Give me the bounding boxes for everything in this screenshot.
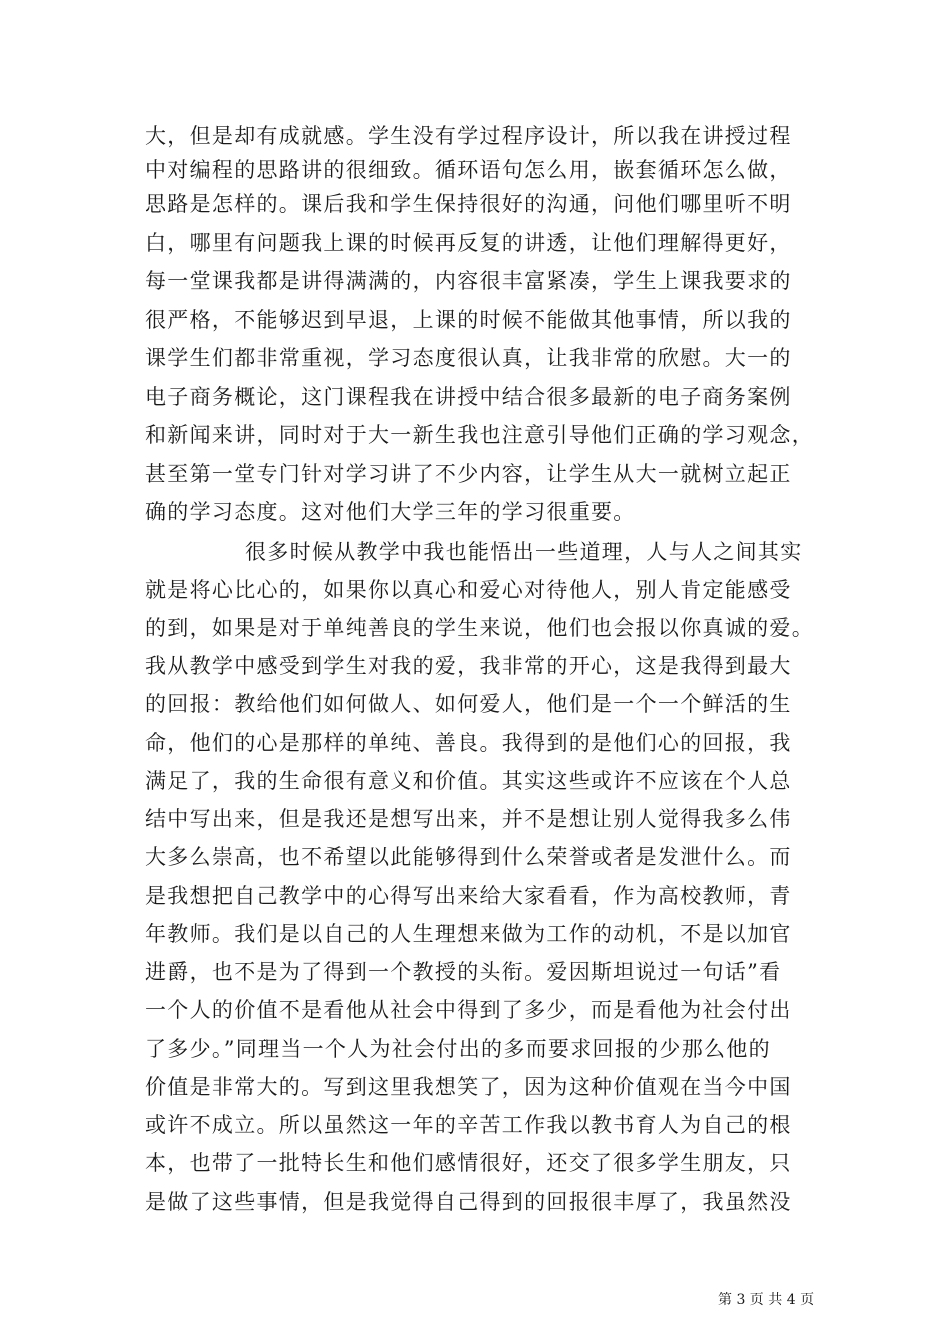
text-line: 进爵，也不是为了得到一个教授的头衔。爱因斯坦说过一句话”看 [145, 960, 782, 984]
text-line: 电子商务概论，这门课程我在讲授中结合很多最新的电子商务案例 [145, 385, 792, 409]
text-line: 年教师。我们是以自己的人生理想来做为工作的动机，不是以加官 [145, 922, 792, 946]
text-line: 课学生们都非常重视，学习态度很认真，让我非常的欣慰。大一的 [145, 346, 792, 370]
text-line: 一个人的价值不是看他从社会中得到了多少，而是看他为社会付出 [145, 998, 792, 1022]
text-line: 和新闻来讲，同时对于大一新生我也注意引导他们正确的学习观念， [145, 423, 814, 447]
text-line: 确的学习态度。这对他们大学三年的学习很重要。 [145, 500, 636, 524]
text-line: 了多少。”同理当一个人为社会付出的多而要求回报的少那么他的 [145, 1037, 771, 1061]
text-line: 我从教学中感受到学生对我的爱，我非常的开心，这是我得到最大 [145, 654, 792, 678]
paragraph-first-line: 很多时候从教学中我也能悟出一些道理，人与人之间其实 [245, 540, 803, 564]
text-line: 大，但是却有成就感。学生没有学过程序设计，所以我在讲授过程 [145, 124, 792, 148]
text-line: 或许不成立。所以虽然这一年的辛苦工作我以教书育人为自己的根 [145, 1113, 792, 1137]
text-line: 的回报：教给他们如何做人、如何爱人，他们是一个一个鲜活的生 [145, 692, 792, 716]
text-line: 思路是怎样的。课后我和学生保持很好的沟通，问他们哪里听不明 [145, 192, 792, 216]
text-line: 甚至第一堂专门针对学习讲了不少内容，让学生从大一就树立起正 [145, 462, 792, 486]
text-line: 就是将心比心的，如果你以真心和爱心对待他人，别人肯定能感受 [145, 578, 792, 602]
text-line: 满足了，我的生命很有意义和价值。其实这些或许不应该在个人总 [145, 769, 792, 793]
text-line: 本，也带了一批特长生和他们感情很好，还交了很多学生朋友，只 [145, 1151, 792, 1175]
text-line: 价值是非常大的。写到这里我想笑了，因为这种价值观在当今中国 [145, 1075, 792, 1099]
text-line: 每一堂课我都是讲得满满的，内容很丰富紧凑，学生上课我要求的 [145, 269, 792, 293]
text-line: 的到，如果是对于单纯善良的学生来说，他们也会报以你真诚的爱。 [145, 616, 814, 640]
text-line: 大多么崇高，也不希望以此能够得到什么荣誉或者是发泄什么。而 [145, 845, 792, 869]
text-line: 是做了这些事情，但是我觉得自己得到的回报很丰厚了，我虽然没 [145, 1190, 792, 1214]
text-line: 命，他们的心是那样的单纯、善良。我得到的是他们心的回报，我 [145, 731, 792, 755]
text-line: 结中写出来，但是我还是想写出来，并不是想让别人觉得我多么伟 [145, 807, 792, 831]
text-line: 中对编程的思路讲的很细致。循环语句怎么用，嵌套循环怎么做， [145, 158, 792, 182]
text-line: 白，哪里有问题我上课的时候再反复的讲透，让他们理解得更好， [145, 231, 792, 255]
page-number-footer: 第 3 页 共 4 页 [718, 1292, 815, 1308]
text-line: 是我想把自己教学中的心得写出来给大家看看，作为高校教师，青 [145, 884, 792, 908]
text-line: 很严格，不能够迟到早退，上课的时候不能做其他事情，所以我的 [145, 308, 792, 332]
